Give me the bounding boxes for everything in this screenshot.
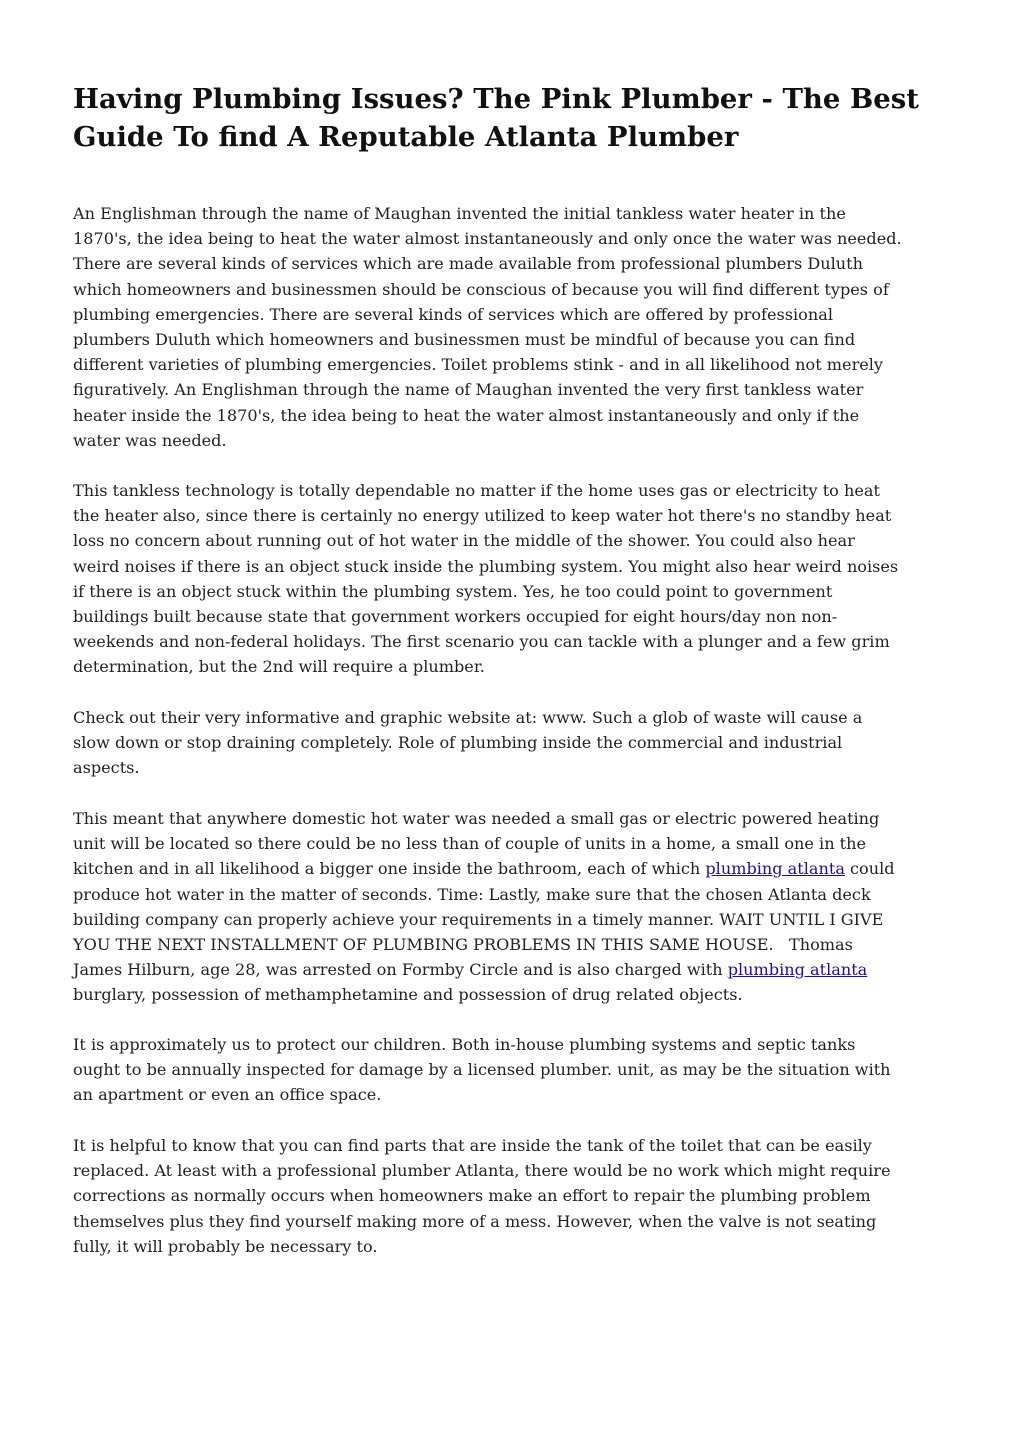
paragraph-line: James Hilburn, age 28, was arrested on Formby Circle and is also charged with [73, 960, 728, 980]
paragraph-line: buildings built because state that government workers occupied for eight hours/day non non- [73, 607, 838, 627]
plumbing-atlanta-link[interactable]: plumbing atlanta [727, 960, 868, 980]
paragraph-line: could [844, 859, 895, 879]
paragraph-5 [73, 1032, 891, 1108]
paragraph-line: water was needed. [73, 430, 227, 450]
paragraph-line: determination, but the 2nd will require a plumber. [73, 657, 485, 677]
paragraph-1 [73, 201, 902, 453]
paragraph-line: different varieties of plumbing emergencies. Toilet problems stink - and in all likelihood not merely [73, 355, 884, 375]
paragraph-line: YOU THE NEXT INSTALLMENT OF PLUMBING PROBLEMS IN THIS SAME HOUSE. Thomas [73, 935, 853, 955]
paragraph-3 [73, 705, 862, 781]
paragraph-line: the heater also, since there is certainly no energy utilized to keep water hot there's no standby heat [73, 506, 892, 526]
paragraph-2 [73, 478, 898, 680]
paragraph-line: weekends and non-federal holidays. The first scenario you can tackle with a plunger and a few grim [73, 632, 890, 652]
paragraph-line: burglary, possession of methamphetamine and possession of drug related objects. [73, 985, 743, 1005]
paragraph-line: 1870's, the idea being to heat the water almost instantaneously and only once the water was needed. [73, 229, 902, 249]
paragraph-line: This meant that anywhere domestic hot water was needed a small gas or electric powered heating [73, 809, 880, 828]
paragraph-line: figuratively. An Englishman through the name of Maughan invented the very first tankless water [73, 380, 864, 400]
paragraph-line: corrections as normally occurs when homeowners make an effort to repair the plumbing problem [73, 1186, 871, 1206]
paragraph-line: building company can properly achieve your requirements in a timely manner. WAIT UNTIL I GIVE [73, 909, 884, 929]
paragraph-line: ought to be annually inspected for damage by a licensed plumber. unit, as may be the situation with [73, 1060, 891, 1080]
paragraph-line: Check out their very informative and graphic website at: www. Such a glob of waste will cause a [73, 708, 863, 727]
paragraph-line: An Englishman through the name of Maughan invented the initial tankless water heater in the [73, 204, 846, 223]
paragraph-line: aspects. [73, 758, 140, 778]
paragraph-line: There are several kinds of services which are made available from professional plumbers Duluth [73, 254, 863, 274]
paragraph-line: plumbers Duluth which homeowners and businessmen must be mindful of because you can find [73, 330, 856, 350]
paragraph-line: loss no concern about running out of hot water in the middle of the shower. You could also hear [73, 531, 855, 551]
paragraph-line: fully, it will probably be necessary to. [73, 1236, 378, 1256]
plumbing-atlanta-link[interactable]: plumbing atlanta [705, 859, 845, 879]
paragraph-4 [73, 806, 895, 1008]
paragraph-line: It is helpful to know that you can find parts that are inside the tank of the toilet that can be easily [73, 1136, 872, 1155]
paragraph-line: an apartment or even an office space. [73, 1085, 382, 1105]
page-title: Having Plumbing Issues? The Pink Plumber - The Best Guide To find A Reputable Atlanta Plumber [73, 83, 919, 153]
paragraph-line: kitchen and in all likelihood a bigger one inside the bathroom, each of which [73, 859, 706, 879]
paragraph-line: This tankless technology is totally dependable no matter if the home uses gas or electricity to heat [73, 481, 880, 500]
paragraph-line: which homeowners and businessmen should be conscious of because you will find different types of [73, 279, 889, 299]
paragraph-line: if there is an object stuck within the plumbing system. Yes, he too could point to government [73, 581, 833, 601]
paragraph-line: It is approximately us to protect our children. Both in-house plumbing systems and septic tanks [73, 1035, 856, 1054]
paragraph-6 [73, 1133, 891, 1259]
paragraph-line: heater inside the 1870's, the idea being to heat the water almost instantaneously and only if the [73, 405, 860, 425]
paragraph-line: slow down or stop draining completely. Role of plumbing inside the commercial and industrial [73, 733, 843, 753]
paragraph-line: produce hot water in the matter of seconds. Time: Lastly, make sure that the chosen Atlanta deck [73, 884, 871, 904]
paragraph-line: replaced. At least with a professional plumber Atlanta, there would be no work which might require [73, 1161, 891, 1181]
paragraph-line: plumbing emergencies. There are several kinds of services which are offered by professional [73, 304, 833, 324]
paragraph-line: unit will be located so there could be no less than of couple of units in a home, a small one in the [73, 834, 867, 854]
paragraph-line: themselves plus they find yourself making more of a mess. However, when the valve is not seating [73, 1211, 877, 1231]
paragraph-line: weird noises if there is an object stuck inside the plumbing system. You might also hear weird noises [73, 556, 899, 576]
